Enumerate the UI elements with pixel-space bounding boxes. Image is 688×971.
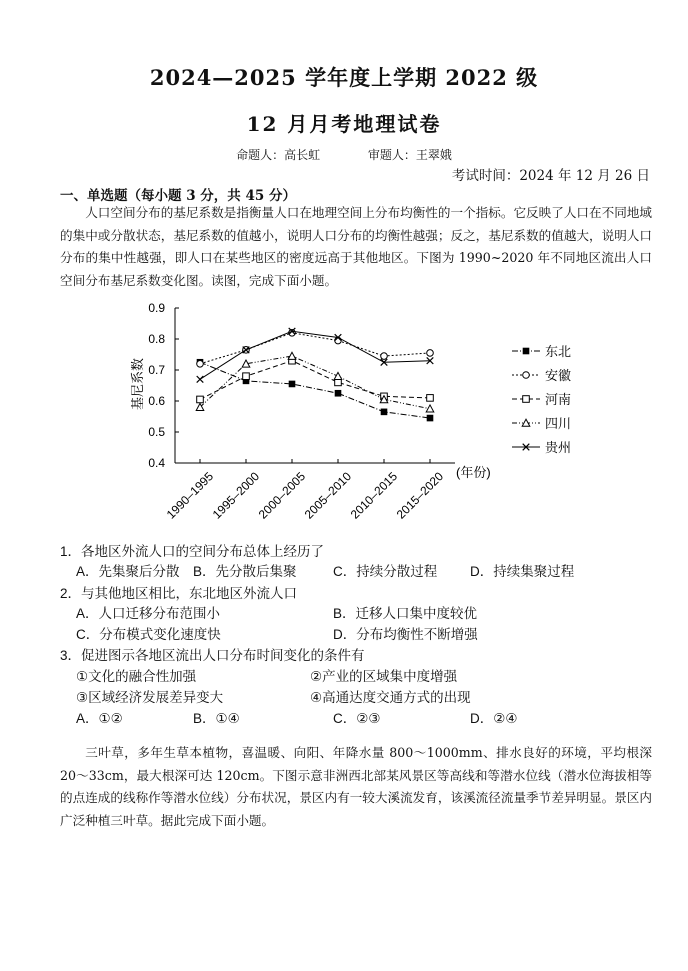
chart-legend [512, 344, 571, 455]
title-line-1: 2024—2025 学年度上学期 2022 级 [149, 65, 539, 90]
data-point [334, 372, 342, 379]
q1-option-a[interactable]: A．先集聚后分散 [76, 564, 180, 579]
title-line-2: 12 月月考地理试卷 [246, 112, 442, 136]
series-line-3 [200, 356, 430, 409]
data-point [289, 381, 296, 388]
q1-option-c[interactable]: C．持续分散过程 [333, 564, 438, 579]
series-line-0 [200, 362, 430, 418]
legend-label: 河南 [545, 392, 572, 407]
data-point [197, 396, 204, 403]
q3-item-4: ④高通达度交通方式的出现 [310, 690, 471, 705]
data-point [381, 409, 388, 416]
x-tick-label: 2000–2005 [255, 469, 309, 522]
data-point [381, 353, 388, 360]
y-tick-label: 0.8 [148, 332, 165, 346]
q3-item-1: ①文化的融合性加强 [76, 669, 197, 684]
q3-item-2: ②产业的区域集中度增强 [310, 669, 458, 684]
passage-2: 三叶草，多年生草本植物，喜温暖、向阳、年降水量 800～1000mm、排水良好的环境，平均根深 20～33cm，最大根深可达 120cm。下图示意非洲西北部某风景区等高线和等潜水位线（潜水位海拔相等的点连成的线称作等潜水位线）分布状况，景区内有一较大溪流发育，该溪流径流量季节差异明显。景区内广泛种植三叶草。据此完成下面小题。 [60, 745, 652, 828]
data-point [523, 396, 530, 403]
data-point [243, 373, 250, 380]
series-line-2 [200, 361, 430, 400]
data-point [335, 379, 342, 386]
x-tick-label: 2005–2010 [301, 469, 355, 522]
q3-option-b[interactable]: B．①④ [193, 711, 240, 726]
data-point [427, 350, 434, 357]
legend-label: 贵州 [545, 440, 572, 455]
data-point [426, 405, 434, 412]
y-tick-label: 0.5 [148, 425, 165, 439]
x-tick-label: 2015–2020 [393, 469, 447, 522]
authors-line [0, 146, 688, 163]
y-tick-label: 0.4 [148, 456, 165, 470]
question-2-stem: 2．与其他地区相比，东北地区外流人口 [60, 586, 298, 601]
x-tick-label: 1995–2000 [209, 469, 263, 522]
data-point [523, 372, 530, 379]
x-tick-label: 2010–2015 [347, 469, 401, 522]
data-point [197, 376, 204, 383]
data-point [335, 390, 342, 397]
q3-item-3: ③区域经济发展差异变大 [76, 690, 224, 705]
y-axis-label: 基尼系数 [130, 357, 145, 411]
chart-axes [148, 301, 455, 522]
legend-label: 四川 [545, 416, 572, 431]
q2-option-c[interactable]: C．分布模式变化速度快 [76, 627, 221, 642]
intro-paragraph: 人口空间分布的基尼系数是指衡量人口在地理空间上分布均衡性的一个指标。它反映了人口在不同地域的集中或分散状态，基尼系数的值越小，说明人口分布的均衡性越强；反之，基尼系数的值越大，说明人口分布的集中性越强，即人口在某些地区的密度远高于其他地区。下图为 1990~2020 年不同地区流出人口空间分布基尼系数变化图。读图，完成下面小题。 [60, 205, 652, 288]
data-point [523, 348, 530, 355]
section-heading: 一、单选题（每小题 3 分，共 45 分） [60, 188, 296, 204]
q2-option-d[interactable]: D．分布均衡性不断增强 [333, 627, 478, 642]
data-point [427, 395, 434, 402]
q3-option-c[interactable]: C．②③ [333, 711, 381, 726]
data-point [427, 415, 434, 422]
q3-option-a[interactable]: A．①② [76, 711, 123, 726]
chart-series [196, 328, 434, 421]
q1-option-b[interactable]: B．先分散后集聚 [193, 564, 297, 579]
legend-label: 东北 [545, 344, 572, 359]
data-point [197, 361, 204, 368]
x-tick-label: 1990–1995 [163, 469, 217, 522]
author: 命题人：高长虹 [236, 148, 321, 162]
q3-option-d[interactable]: D．②④ [470, 711, 518, 726]
question-3-stem: 3．促进图示各地区流出人口分布时间变化的条件有 [60, 648, 365, 663]
q2-option-b[interactable]: B．迁移人口集中度较优 [333, 606, 478, 621]
x-axis-label: (年份) [456, 465, 491, 480]
y-tick-label: 0.9 [148, 301, 165, 315]
question-1-stem: 1．各地区外流人口的空间分布总体上经历了 [60, 544, 325, 559]
series-line-1 [200, 333, 430, 364]
q1-option-d[interactable]: D．持续集聚过程 [470, 564, 575, 579]
q2-option-a[interactable]: A．人口迁移分布范围小 [76, 606, 221, 621]
gini-line-chart [120, 296, 590, 544]
y-tick-label: 0.7 [148, 363, 165, 377]
series-line-4 [200, 331, 430, 379]
reviewer: 审题人：王翠娥 [367, 148, 452, 162]
legend-label: 安徽 [545, 368, 572, 383]
exam-time: 考试时间：2024 年 12 月 26 日 [451, 168, 650, 184]
y-tick-label: 0.6 [148, 394, 165, 408]
data-point [288, 352, 296, 359]
